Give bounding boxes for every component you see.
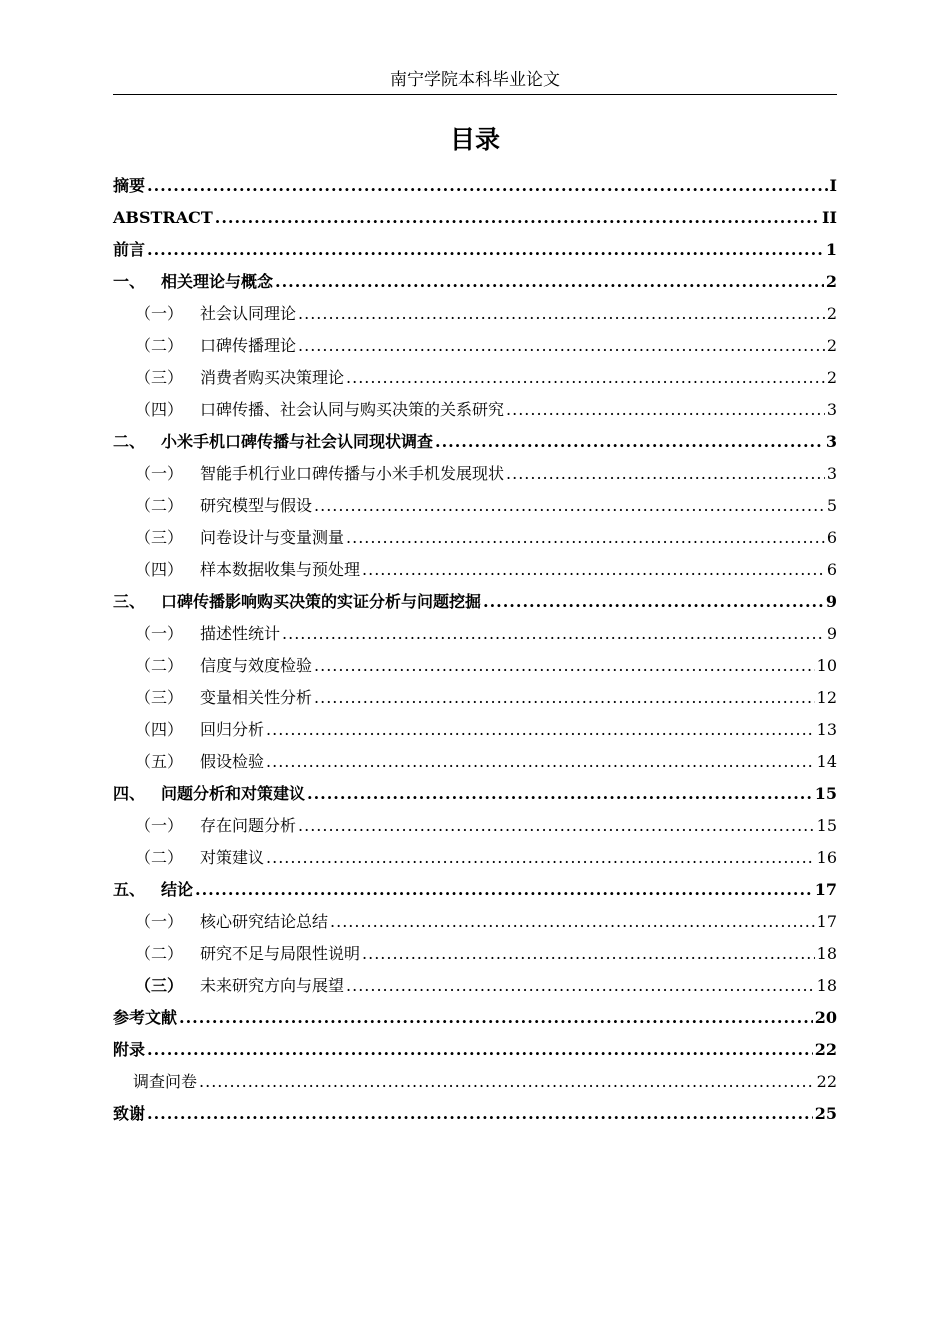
toc-entry-label: 问题分析和对策建议: [161, 784, 306, 803]
toc-entry-label: 假设检验: [200, 752, 265, 771]
toc-entry[interactable]: [113, 426, 837, 458]
toc-entry-page-number: 9: [826, 624, 837, 643]
toc-dot-leader: [282, 618, 825, 650]
toc-entry-page-number: 3: [825, 432, 837, 451]
toc-entry-page-number: 17: [814, 880, 837, 899]
toc-entry-label: 研究不足与局限性说明: [200, 944, 361, 963]
toc-entry[interactable]: [113, 682, 837, 714]
toc-entry-number: 四、: [113, 784, 146, 803]
toc-dot-leader: [307, 778, 813, 810]
toc-entry-number: （二）: [135, 944, 184, 963]
toc-entry-label: 消费者购买决策理论: [200, 368, 345, 387]
toc-entry-label: 调查问卷: [133, 1072, 198, 1091]
toc-entry-page-number: 15: [814, 784, 837, 803]
toc-dot-leader: [362, 938, 815, 970]
toc-entry[interactable]: [113, 714, 837, 746]
toc-entry-number: （五）: [135, 752, 184, 771]
toc-dot-leader: [362, 554, 825, 586]
toc-entry-label: 回归分析: [200, 720, 265, 739]
page-header: 南宁学院本科毕业论文: [113, 66, 837, 95]
toc-dot-leader: [179, 1002, 813, 1034]
toc-entry-label: 样本数据收集与预处理: [200, 560, 361, 579]
toc-entry-label: 相关理论与概念: [161, 272, 274, 291]
toc-entry-label: 参考文献: [113, 1008, 178, 1027]
toc-dot-leader: [199, 1066, 815, 1098]
toc-entry-page-number: 16: [816, 848, 837, 867]
toc-entry-label: 致谢: [113, 1104, 146, 1123]
toc-dot-leader: [147, 234, 824, 266]
toc-dot-leader: [298, 298, 825, 330]
toc-entry-page-number: 5: [826, 496, 837, 515]
toc-entry-page-number: 1: [825, 240, 837, 259]
toc-dot-leader: [314, 682, 815, 714]
toc-entry[interactable]: [113, 810, 837, 842]
toc-entry-label: 核心研究结论总结: [200, 912, 329, 931]
toc-entry-label: 未来研究方向与展望: [200, 976, 345, 995]
toc-entry[interactable]: [113, 170, 837, 202]
toc-entry-label: 附录: [113, 1040, 146, 1059]
toc-dot-leader: [298, 330, 825, 362]
toc-entry[interactable]: [113, 1002, 837, 1034]
toc-entry-number: （一）: [135, 464, 184, 483]
toc-entry-label: 信度与效度检验: [200, 656, 313, 675]
toc-entry-number: （二）: [135, 336, 184, 355]
toc-entry[interactable]: [113, 362, 837, 394]
toc-entry-label: 结论: [161, 880, 194, 899]
toc-dot-leader: [266, 842, 815, 874]
toc-dot-leader: [314, 650, 815, 682]
toc-entry-label: 研究模型与假设: [200, 496, 313, 515]
toc-entry-number: （三）: [135, 528, 184, 547]
toc-entry[interactable]: [113, 458, 837, 490]
toc-entry[interactable]: [113, 394, 837, 426]
toc-dot-leader: [506, 394, 825, 426]
toc-entry-label: 存在问题分析: [200, 816, 297, 835]
toc-dot-leader: [330, 906, 815, 938]
toc-entry-number: （二）: [135, 496, 184, 515]
toc-entry-label: 智能手机行业口碑传播与小米手机发展现状: [200, 464, 505, 483]
toc-entry-label: 前言: [113, 240, 146, 259]
toc-dot-leader: [266, 714, 815, 746]
toc-entry-number: 二、: [113, 432, 146, 451]
toc-entry-number: 三、: [113, 592, 146, 611]
toc-entry-label: 社会认同理论: [200, 304, 297, 323]
toc-entry-number: （一）: [135, 624, 184, 643]
toc-entry[interactable]: [113, 266, 837, 298]
toc-dot-leader: [314, 490, 825, 522]
toc-entry-page-number: II: [822, 208, 837, 227]
toc-entry-label: 描述性统计: [200, 624, 281, 643]
toc-entry-page-number: 6: [826, 528, 837, 547]
toc-entry[interactable]: [113, 746, 837, 778]
toc-entry-page-number: 3: [826, 464, 837, 483]
toc-entry-page-number: 2: [826, 304, 837, 323]
toc-entry-label: ABSTRACT: [113, 208, 213, 227]
toc-entry[interactable]: [113, 490, 837, 522]
toc-entry-number: （三）: [135, 368, 184, 387]
page-title: 目录: [449, 125, 500, 154]
toc-dot-leader: [483, 586, 824, 618]
toc-entry[interactable]: [113, 586, 837, 618]
toc-dot-leader: [275, 266, 824, 298]
toc-entry-label: 摘要: [113, 176, 146, 195]
toc-entry-page-number: 22: [814, 1040, 837, 1059]
toc-entry[interactable]: [113, 202, 837, 234]
toc-entry-label: 口碑传播影响购买决策的实证分析与问题挖掘: [161, 592, 482, 611]
toc-entry[interactable]: [113, 874, 837, 906]
toc-entry-page-number: 14: [816, 752, 837, 771]
toc-entry[interactable]: [113, 1034, 837, 1066]
toc-entry-page-number: 10: [816, 656, 837, 675]
toc-dot-leader: [346, 970, 815, 1002]
toc-entry-page-number: 12: [816, 688, 837, 707]
toc-entry[interactable]: [113, 298, 837, 330]
toc-entry-page-number: 22: [816, 1072, 837, 1091]
toc-entry-page-number: 2: [825, 272, 837, 291]
toc-entry-number: （三）: [135, 688, 184, 707]
toc-entry-number: （二）: [135, 656, 184, 675]
toc-entry-label: 小米手机口碑传播与社会认同现状调查: [161, 432, 434, 451]
toc-entry-page-number: 18: [816, 976, 837, 995]
toc-entry-page-number: I: [829, 176, 837, 195]
toc-dot-leader: [266, 746, 815, 778]
toc-dot-leader: [147, 1098, 813, 1130]
toc-entry-label: 问卷设计与变量测量: [200, 528, 345, 547]
toc-dot-leader: [147, 170, 828, 202]
toc-entry-page-number: 15: [816, 816, 837, 835]
toc-entry[interactable]: [113, 650, 837, 682]
toc-entry-page-number: 17: [816, 912, 837, 931]
toc-entry[interactable]: [113, 906, 837, 938]
toc-entry-number: （三）: [135, 976, 184, 995]
toc-dot-leader: [215, 202, 820, 234]
toc-entry-number: （四）: [135, 560, 184, 579]
toc-entry-page-number: 9: [825, 592, 837, 611]
toc-dot-leader: [346, 362, 825, 394]
toc-entry-label: 口碑传播理论: [200, 336, 297, 355]
toc-dot-leader: [506, 458, 825, 490]
toc-dot-leader: [147, 1034, 813, 1066]
toc-entry-number: （二）: [135, 848, 184, 867]
toc-dot-leader: [298, 810, 815, 842]
toc-dot-leader: [435, 426, 824, 458]
toc-entry[interactable]: [113, 522, 837, 554]
toc-entry-number: 五、: [113, 880, 146, 899]
toc-entry-number: （四）: [135, 720, 184, 739]
toc-entry-number: 一、: [113, 272, 146, 291]
toc-dot-leader: [346, 522, 825, 554]
toc-entry-page-number: 18: [816, 944, 837, 963]
toc-entry-number: （四）: [135, 400, 184, 419]
toc-entry-label: 变量相关性分析: [200, 688, 313, 707]
toc-entry[interactable]: [113, 234, 837, 266]
toc-entry[interactable]: [113, 842, 837, 874]
toc-entry[interactable]: [113, 1098, 837, 1130]
toc-dot-leader: [195, 874, 813, 906]
toc-entry-page-number: 25: [814, 1104, 837, 1123]
toc-entry-label: 口碑传播、社会认同与购买决策的关系研究: [200, 400, 505, 419]
toc-entry-number: （一）: [135, 816, 184, 835]
toc-entry[interactable]: [113, 554, 837, 586]
toc-entry[interactable]: [113, 618, 837, 650]
toc-entry-page-number: 2: [826, 336, 837, 355]
toc-entry[interactable]: [113, 1066, 837, 1098]
toc-entry-number: （一）: [135, 304, 184, 323]
toc-entry-label: 对策建议: [200, 848, 265, 867]
toc-entry[interactable]: [113, 330, 837, 362]
toc-entry[interactable]: [113, 938, 837, 970]
toc-entry-page-number: 3: [826, 400, 837, 419]
toc-entry-page-number: 6: [826, 560, 837, 579]
toc-entry-page-number: 20: [814, 1008, 837, 1027]
toc-entry[interactable]: [113, 778, 837, 810]
toc-entry[interactable]: [113, 970, 837, 1002]
toc-entry-number: （一）: [135, 912, 184, 931]
toc-entry-page-number: 2: [826, 368, 837, 387]
table-of-contents: [113, 170, 837, 1130]
toc-entry-page-number: 13: [816, 720, 837, 739]
